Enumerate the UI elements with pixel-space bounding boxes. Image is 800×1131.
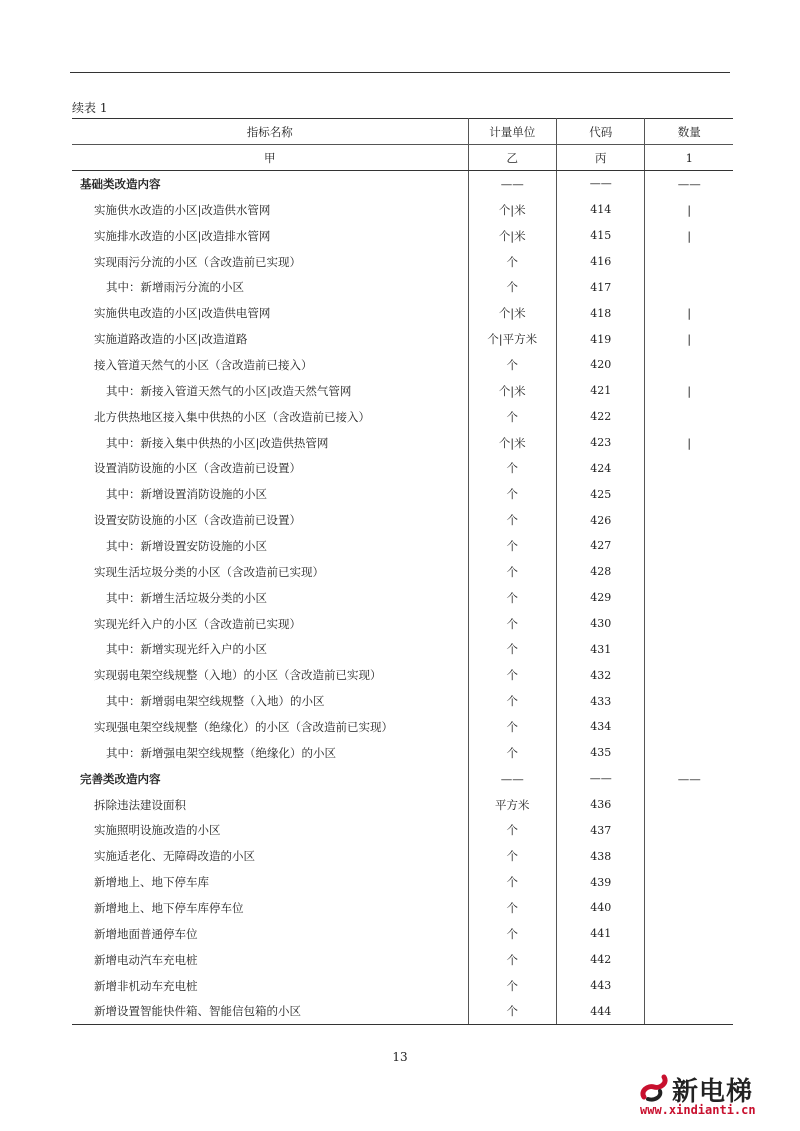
quantity-cell [645, 947, 733, 973]
code-cell: —— [557, 766, 645, 792]
code-cell: 419 [557, 326, 645, 352]
column-code-row [72, 145, 733, 171]
quantity-cell: —— [677, 771, 701, 786]
quantity-cell [645, 559, 733, 585]
unit-cell: 个|米 [468, 300, 557, 326]
indicator-name-cell: 实施供水改造的小区|改造供水管网 [72, 197, 468, 223]
code-cell: 418 [557, 300, 645, 326]
table-header-row [72, 119, 733, 145]
indicator-name-cell: 实施供电改造的小区|改造供电管网 [72, 300, 468, 326]
table-row [72, 662, 733, 688]
indicator-name-cell: 新增非机动车充电桩 [72, 973, 468, 999]
unit-cell: 个 [468, 843, 557, 869]
quantity-cell [645, 688, 733, 714]
table-row [72, 249, 733, 275]
unit-cell: 个 [468, 895, 557, 921]
code-cell: 434 [557, 714, 645, 740]
quantity-cell: | [687, 306, 692, 321]
indicator-name-cell: 其中：新增实现光纤入户的小区 [72, 636, 468, 662]
indicator-name-cell: 新增地面普通停车位 [72, 921, 468, 947]
unit-cell: 个 [468, 869, 557, 895]
table-row [72, 404, 733, 430]
unit-cell: 个 [468, 740, 557, 766]
header-code: 代码 [557, 119, 645, 145]
table-row [72, 300, 733, 326]
code-cell: 414 [557, 197, 645, 223]
indicator-name-cell: 实施道路改造的小区|改造道路 [72, 326, 468, 352]
indicator-name-cell: 拆除违法建设面积 [72, 792, 468, 818]
code-cell: 428 [557, 559, 645, 585]
table-row [72, 895, 733, 921]
unit-cell: 个|平方米 [468, 326, 557, 352]
code-cell: 415 [557, 223, 645, 249]
indicator-name-cell: 其中：新增弱电架空线规整（入地）的小区 [72, 688, 468, 714]
quantity-cell [645, 895, 733, 921]
unit-cell: 个 [468, 533, 557, 559]
unit-cell: 个 [468, 999, 557, 1025]
unit-cell: 个 [468, 559, 557, 585]
quantity-cell [645, 817, 733, 843]
quantity-cell [645, 611, 733, 637]
quantity-cell [645, 352, 733, 378]
table-row [72, 973, 733, 999]
unit-cell: 个 [468, 817, 557, 843]
unit-cell: 个 [468, 714, 557, 740]
indicator-name-cell: 基础类改造内容 [72, 171, 468, 197]
code-cell: 429 [557, 585, 645, 611]
unit-cell: 个|米 [468, 378, 557, 404]
indicator-name-cell: 实施适老化、无障碍改造的小区 [72, 843, 468, 869]
watermark-url: www.xindianti.cn [640, 1103, 756, 1117]
table-row [72, 326, 733, 352]
unit-cell: 个 [468, 947, 557, 973]
code-cell: —— [557, 171, 645, 197]
code-cell: 436 [557, 792, 645, 818]
table-row [72, 999, 733, 1025]
code-row-qty: 1 [645, 145, 733, 171]
code-cell: 426 [557, 507, 645, 533]
indicator-name-cell: 新增地上、地下停车库停车位 [72, 895, 468, 921]
quantity-cell [645, 792, 733, 818]
indicator-name-cell: 实施排水改造的小区|改造排水管网 [72, 223, 468, 249]
quantity-cell [645, 481, 733, 507]
indicator-name-cell: 新增设置智能快件箱、智能信包箱的小区 [72, 999, 468, 1025]
quantity-cell: —— [677, 176, 701, 191]
quantity-cell: | [687, 202, 692, 217]
table-row [72, 378, 733, 404]
unit-cell: 个 [468, 973, 557, 999]
code-cell: 444 [557, 999, 645, 1025]
unit-cell: 个 [468, 249, 557, 275]
code-cell: 439 [557, 869, 645, 895]
table-row [72, 611, 733, 637]
header-unit: 计量单位 [468, 119, 557, 145]
code-cell: 441 [557, 921, 645, 947]
indicator-name-cell: 其中：新增设置消防设施的小区 [72, 481, 468, 507]
indicator-name-cell: 其中：新增强电架空线规整（绝缘化）的小区 [72, 740, 468, 766]
header-indicator-name: 指标名称 [72, 119, 468, 145]
code-cell: 421 [557, 378, 645, 404]
quantity-cell [645, 274, 733, 300]
unit-cell: 个 [468, 455, 557, 481]
quantity-cell [645, 973, 733, 999]
elevator-logo-icon [638, 1071, 670, 1103]
unit-cell: 个|米 [468, 223, 557, 249]
indicator-name-cell: 实现雨污分流的小区（含改造前已实现） [72, 249, 468, 275]
code-cell: 420 [557, 352, 645, 378]
unit-cell: 个 [468, 274, 557, 300]
code-cell: 430 [557, 611, 645, 637]
table-row [72, 688, 733, 714]
code-cell: 438 [557, 843, 645, 869]
table-row [72, 533, 733, 559]
table-row [72, 197, 733, 223]
code-cell: 431 [557, 636, 645, 662]
unit-cell: 平方米 [468, 792, 557, 818]
code-cell: 425 [557, 481, 645, 507]
indicator-name-cell: 北方供热地区接入集中供热的小区（含改造前已接入） [72, 404, 468, 430]
table-row [72, 481, 733, 507]
indicator-name-cell: 实现强电架空线规整（绝缘化）的小区（含改造前已实现） [72, 714, 468, 740]
unit-cell: 个 [468, 611, 557, 637]
table-row [72, 352, 733, 378]
indicator-name-cell: 新增地上、地下停车库 [72, 869, 468, 895]
quantity-cell [645, 740, 733, 766]
code-cell: 435 [557, 740, 645, 766]
quantity-cell [645, 999, 733, 1025]
indicator-name-cell: 完善类改造内容 [72, 766, 468, 792]
code-row-code: 丙 [557, 145, 645, 171]
code-cell: 427 [557, 533, 645, 559]
code-cell: 417 [557, 274, 645, 300]
header-quantity: 数量 [645, 119, 733, 145]
indicator-name-cell: 实现弱电架空线规整（入地）的小区（含改造前已实现） [72, 662, 468, 688]
unit-cell: 个 [468, 352, 557, 378]
code-cell: 424 [557, 455, 645, 481]
unit-cell: 个 [468, 507, 557, 533]
unit-cell: —— [468, 171, 557, 197]
code-cell: 437 [557, 817, 645, 843]
quantity-cell [645, 404, 733, 430]
indicator-name-cell: 实施照明设施改造的小区 [72, 817, 468, 843]
quantity-cell [645, 869, 733, 895]
indicator-name-cell: 设置安防设施的小区（含改造前已设置） [72, 507, 468, 533]
quantity-cell [645, 533, 733, 559]
unit-cell: 个|米 [468, 197, 557, 223]
quantity-cell [645, 921, 733, 947]
table-caption: 续表 1 [72, 101, 108, 115]
table-row [72, 843, 733, 869]
page-number: 13 [392, 1050, 408, 1064]
code-cell: 443 [557, 973, 645, 999]
table-row [72, 455, 733, 481]
quantity-cell [645, 636, 733, 662]
code-cell: 433 [557, 688, 645, 714]
table-row [72, 585, 733, 611]
quantity-cell: | [687, 383, 692, 398]
table-row [72, 507, 733, 533]
unit-cell: —— [468, 766, 557, 792]
table-row [72, 740, 733, 766]
unit-cell: 个|米 [468, 430, 557, 456]
code-row-unit: 乙 [468, 145, 557, 171]
indicator-name-cell: 新增电动汽车充电桩 [72, 947, 468, 973]
code-cell: 423 [557, 430, 645, 456]
table-row [72, 921, 733, 947]
table-row [72, 792, 733, 818]
quantity-cell [645, 714, 733, 740]
code-cell: 442 [557, 947, 645, 973]
unit-cell: 个 [468, 688, 557, 714]
table-row [72, 817, 733, 843]
indicator-name-cell: 其中：新增设置安防设施的小区 [72, 533, 468, 559]
quantity-cell: | [687, 332, 692, 347]
quantity-cell [645, 662, 733, 688]
section-row [72, 766, 733, 792]
indicator-name-cell: 其中：新接入管道天然气的小区|改造天然气管网 [72, 378, 468, 404]
table-row [72, 714, 733, 740]
table-row [72, 559, 733, 585]
unit-cell: 个 [468, 404, 557, 430]
quantity-cell [645, 507, 733, 533]
indicator-name-cell: 实现光纤入户的小区（含改造前已实现） [72, 611, 468, 637]
code-cell: 440 [557, 895, 645, 921]
top-rule [70, 72, 730, 73]
unit-cell: 个 [468, 662, 557, 688]
section-row [72, 171, 733, 197]
table-row [72, 947, 733, 973]
quantity-cell [645, 585, 733, 611]
watermark-name: 新电梯 [672, 1077, 754, 1107]
indicator-name-cell: 设置消防设施的小区（含改造前已设置） [72, 455, 468, 481]
watermark [638, 1071, 788, 1121]
statistics-table [72, 118, 733, 1025]
table-row [72, 430, 733, 456]
indicator-name-cell: 其中：新增生活垃圾分类的小区 [72, 585, 468, 611]
code-cell: 416 [557, 249, 645, 275]
indicator-name-cell: 实现生活垃圾分类的小区（含改造前已实现） [72, 559, 468, 585]
indicator-name-cell: 其中：新增雨污分流的小区 [72, 274, 468, 300]
table-row [72, 274, 733, 300]
unit-cell: 个 [468, 636, 557, 662]
quantity-cell: | [687, 435, 692, 450]
quantity-cell [645, 843, 733, 869]
table-row [72, 223, 733, 249]
code-cell: 422 [557, 404, 645, 430]
table-row [72, 869, 733, 895]
quantity-cell [645, 455, 733, 481]
indicator-name-cell: 其中：新接入集中供热的小区|改造供热管网 [72, 430, 468, 456]
unit-cell: 个 [468, 481, 557, 507]
unit-cell: 个 [468, 585, 557, 611]
code-cell: 432 [557, 662, 645, 688]
indicator-name-cell: 接入管道天然气的小区（含改造前已接入） [72, 352, 468, 378]
quantity-cell: | [687, 228, 692, 243]
quantity-cell [645, 249, 733, 275]
table-row [72, 636, 733, 662]
code-row-name: 甲 [72, 145, 468, 171]
unit-cell: 个 [468, 921, 557, 947]
